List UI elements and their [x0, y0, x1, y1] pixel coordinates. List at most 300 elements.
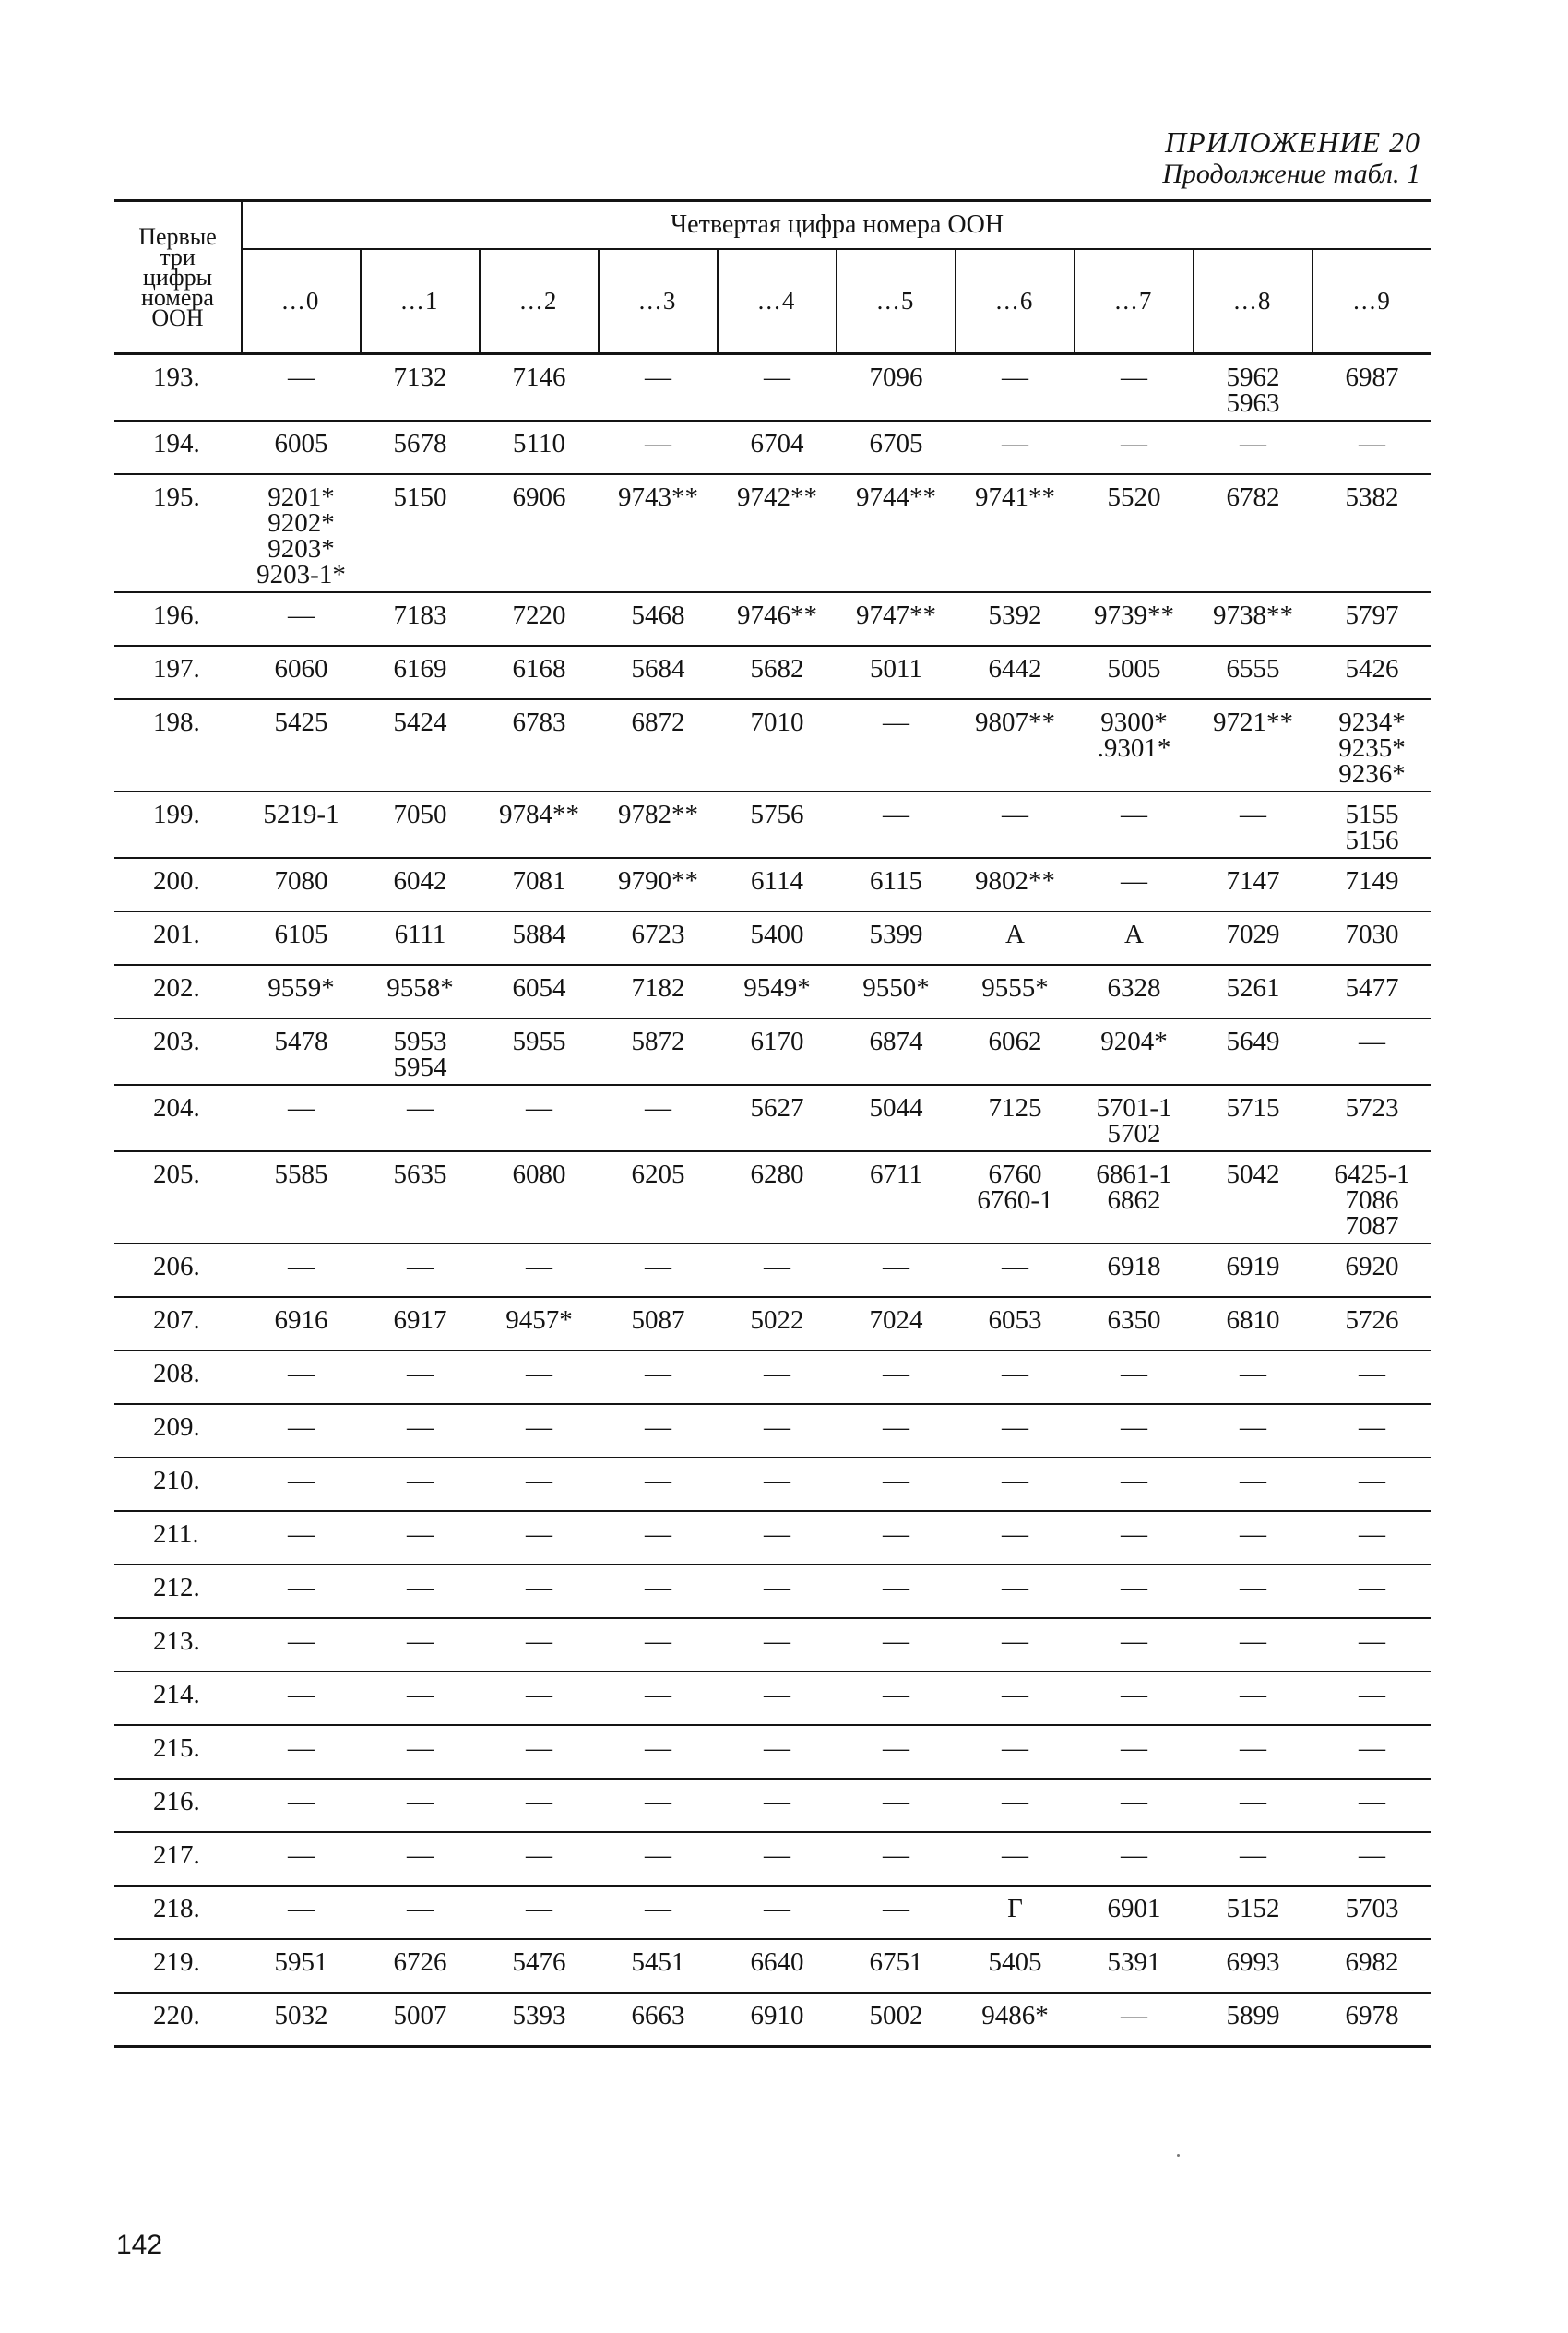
un-number-value: 7182	[631, 973, 685, 1003]
un-number-cell	[242, 474, 361, 592]
un-number-value: 5405	[988, 1947, 1042, 1977]
un-number-cell	[1194, 1297, 1313, 1351]
un-number-cell	[599, 1151, 718, 1244]
table-row	[114, 354, 1431, 422]
un-number-value: —	[883, 708, 909, 737]
un-number-cell	[361, 1618, 480, 1672]
un-number-value: —	[288, 1894, 315, 1923]
un-number-cell	[837, 1672, 956, 1725]
un-number-cell	[1194, 965, 1313, 1018]
un-number-value: —	[645, 1252, 671, 1281]
un-number-value: 6114	[751, 866, 803, 896]
un-number-value: 6111	[394, 920, 446, 949]
table-row	[114, 1779, 1431, 1832]
un-number-cell	[242, 1351, 361, 1404]
un-number-cell	[242, 1779, 361, 1832]
row-prefix-label: 199.	[114, 792, 242, 858]
un-number-value: —	[1002, 1840, 1028, 1870]
un-number-value: —	[288, 363, 315, 392]
un-number-cell	[480, 592, 599, 646]
un-number-cell	[1313, 646, 1431, 699]
un-number-cell	[956, 1244, 1075, 1297]
un-number-cell	[599, 1886, 718, 1939]
un-number-value: 6663	[631, 2001, 685, 2030]
un-number-value: 6760	[988, 1160, 1042, 1189]
un-number-value: 6760-1	[977, 1185, 1053, 1215]
un-number-value: —	[1121, 800, 1147, 829]
un-number-value: 9549*	[743, 973, 811, 1003]
un-number-cell	[1075, 1244, 1194, 1297]
digit-header-cell: ...4	[718, 249, 837, 353]
un-number-value: 5392	[988, 601, 1042, 630]
un-number-cell	[599, 1779, 718, 1832]
un-number-cell	[956, 792, 1075, 858]
un-number-cell	[718, 1886, 837, 1939]
un-number-value: —	[883, 1412, 909, 1442]
un-number-value: —	[1359, 1787, 1386, 1816]
scan-speck	[1177, 2154, 1180, 2157]
un-number-cell	[1313, 1404, 1431, 1458]
un-number-cell	[956, 1779, 1075, 1832]
un-number-value: 7147	[1226, 866, 1280, 896]
un-number-value: —	[764, 1626, 790, 1656]
un-number-cell	[718, 354, 837, 422]
digit-header-cell: ...0	[242, 249, 361, 353]
un-number-cell	[242, 1511, 361, 1565]
un-number-cell	[361, 1886, 480, 1939]
un-number-value: 9747**	[856, 601, 936, 630]
un-number-value: 9234*	[1338, 708, 1406, 737]
un-number-value: —	[1359, 1519, 1386, 1549]
row-prefix-label: 212.	[114, 1565, 242, 1618]
un-number-value: —	[1002, 1680, 1028, 1709]
un-number-value: —	[883, 1840, 909, 1870]
un-number-cell	[599, 858, 718, 911]
un-number-cell	[361, 858, 480, 911]
un-number-cell	[480, 354, 599, 422]
un-number-value: —	[1002, 1519, 1028, 1549]
un-number-cell	[361, 646, 480, 699]
un-number-table	[114, 199, 1431, 2048]
un-number-value: —	[526, 1466, 552, 1495]
page-header	[1162, 125, 1420, 190]
un-number-cell	[1194, 1404, 1313, 1458]
un-number-cell	[361, 1672, 480, 1725]
un-number-value: —	[1359, 1733, 1386, 1763]
un-number-cell	[1194, 699, 1313, 792]
first-digits-header-line: три	[160, 243, 196, 270]
un-number-cell	[1313, 699, 1431, 792]
row-prefix-label: 200.	[114, 858, 242, 911]
un-number-cell	[480, 1151, 599, 1244]
un-number-value: 5011	[870, 654, 922, 684]
un-number-cell	[837, 1832, 956, 1886]
un-number-value: —	[407, 1680, 434, 1709]
un-number-value: 5963	[1226, 388, 1280, 418]
un-number-cell	[718, 1779, 837, 1832]
table-row	[114, 1618, 1431, 1672]
table-row	[114, 792, 1431, 858]
un-number-cell	[1194, 1511, 1313, 1565]
un-number-value: —	[407, 1466, 434, 1495]
un-number-cell	[1194, 1085, 1313, 1151]
un-number-cell	[242, 1565, 361, 1618]
un-number-cell	[1075, 1565, 1194, 1618]
un-number-value: —	[526, 1519, 552, 1549]
un-number-cell	[837, 1993, 956, 2047]
un-number-value: —	[1359, 429, 1386, 458]
un-number-cell	[361, 421, 480, 474]
un-number-cell	[361, 1725, 480, 1779]
un-number-value: 9300*	[1100, 708, 1168, 737]
un-number-value: —	[883, 1787, 909, 1816]
table-row	[114, 1244, 1431, 1297]
un-number-cell	[718, 1404, 837, 1458]
un-number-cell	[480, 1085, 599, 1151]
un-number-value: 9738**	[1213, 601, 1293, 630]
un-number-value: 5715	[1226, 1093, 1280, 1123]
row-prefix-label: 214.	[114, 1672, 242, 1725]
un-number-value: —	[1240, 429, 1266, 458]
un-number-value: 6918	[1107, 1252, 1161, 1281]
un-number-cell	[718, 792, 837, 858]
digit-header-cell: ...2	[480, 249, 599, 353]
un-number-value: —	[645, 1519, 671, 1549]
un-number-cell	[242, 1993, 361, 2047]
un-number-cell	[1194, 1351, 1313, 1404]
un-number-cell	[837, 965, 956, 1018]
row-prefix-label: 196.	[114, 592, 242, 646]
un-number-cell	[361, 592, 480, 646]
un-number-value: 7149	[1345, 866, 1399, 896]
un-number-cell	[837, 1351, 956, 1404]
un-number-cell	[837, 1725, 956, 1779]
un-number-cell	[480, 1672, 599, 1725]
un-number-value: —	[883, 1680, 909, 1709]
un-number-cell	[242, 1404, 361, 1458]
un-number-cell	[361, 1297, 480, 1351]
un-number-value: 6910	[750, 2001, 804, 2030]
un-number-value: Г	[1007, 1894, 1023, 1923]
un-number-value: —	[1240, 1359, 1266, 1388]
un-number-value: —	[288, 1252, 315, 1281]
un-number-cell	[1075, 354, 1194, 422]
un-number-cell	[718, 1565, 837, 1618]
un-number-value: 6442	[988, 654, 1042, 684]
un-number-value: —	[288, 1466, 315, 1495]
un-number-value: —	[764, 1252, 790, 1281]
table-row	[114, 699, 1431, 792]
un-number-cell	[599, 1244, 718, 1297]
un-number-cell	[956, 1458, 1075, 1511]
un-number-value: —	[407, 1894, 434, 1923]
un-number-cell	[599, 1018, 718, 1085]
un-number-value: —	[1002, 363, 1028, 392]
un-number-cell	[837, 1565, 956, 1618]
un-number-cell	[361, 1565, 480, 1618]
un-number-cell	[837, 792, 956, 858]
un-number-value: —	[1002, 1412, 1028, 1442]
un-number-value: —	[1240, 1787, 1266, 1816]
un-number-cell	[480, 1351, 599, 1404]
un-number-value: —	[1121, 1519, 1147, 1549]
un-number-value: —	[1121, 2001, 1147, 2030]
un-number-value: 5678	[393, 429, 447, 458]
un-number-cell	[1194, 646, 1313, 699]
un-number-cell	[1313, 1297, 1431, 1351]
un-number-cell	[1194, 858, 1313, 911]
un-number-value: 5110	[513, 429, 565, 458]
un-number-value: 6872	[631, 708, 685, 737]
un-number-cell	[480, 1297, 599, 1351]
first-digits-header	[114, 201, 242, 354]
un-number-cell	[1075, 421, 1194, 474]
table-continuation-note: Продолжение табл. 1	[1162, 159, 1420, 189]
un-number-cell	[1313, 421, 1431, 474]
un-number-value: —	[1002, 1787, 1028, 1816]
un-number-cell	[1075, 1939, 1194, 1993]
row-prefix-label: 218.	[114, 1886, 242, 1939]
digit-header-cell: ...5	[837, 249, 956, 353]
un-number-value: —	[288, 1519, 315, 1549]
un-number-cell	[1075, 1511, 1194, 1565]
un-number-value: 6328	[1107, 973, 1161, 1003]
un-number-cell	[1313, 1939, 1431, 1993]
un-number-cell	[956, 1351, 1075, 1404]
un-number-cell	[480, 1511, 599, 1565]
table-body	[114, 354, 1431, 2047]
un-number-cell	[956, 1939, 1075, 1993]
row-prefix-label: 220.	[114, 1993, 242, 2047]
un-number-value: 5032	[274, 2001, 328, 2030]
un-number-cell	[242, 1244, 361, 1297]
row-prefix-label: 210.	[114, 1458, 242, 1511]
un-number-cell	[718, 1725, 837, 1779]
un-number-cell	[242, 646, 361, 699]
un-number-value: —	[1240, 1733, 1266, 1763]
un-number-cell	[599, 1085, 718, 1151]
un-number-value: 6005	[274, 429, 328, 458]
un-number-value: 5152	[1226, 1894, 1280, 1923]
un-number-value: 6062	[988, 1027, 1042, 1056]
un-number-value: 6874	[869, 1027, 923, 1056]
un-number-value: 6169	[393, 654, 447, 684]
un-number-cell	[361, 699, 480, 792]
un-number-value: —	[1002, 1573, 1028, 1602]
first-digits-header-line: Первые	[138, 222, 217, 250]
un-number-cell	[837, 1939, 956, 1993]
un-number-value: —	[1002, 1359, 1028, 1388]
un-number-cell	[1194, 1993, 1313, 2047]
un-number-cell	[242, 699, 361, 792]
un-number-cell	[956, 474, 1075, 592]
un-number-value: 5478	[274, 1027, 328, 1056]
un-number-value: —	[645, 1787, 671, 1816]
un-number-value: 9784**	[499, 800, 579, 829]
un-number-value: —	[407, 1840, 434, 1870]
un-number-cell	[1075, 792, 1194, 858]
un-number-cell	[1075, 592, 1194, 646]
un-number-value: 5219-1	[263, 800, 339, 829]
un-number-value: —	[764, 1787, 790, 1816]
un-number-value: —	[1359, 1466, 1386, 1495]
digit-header-cell: ...1	[361, 249, 480, 353]
un-number-value: —	[645, 363, 671, 392]
un-number-value: —	[764, 1840, 790, 1870]
un-number-value: 7087	[1345, 1211, 1399, 1241]
un-number-value: 5899	[1226, 2001, 1280, 2030]
un-number-value: 9202*	[267, 508, 335, 538]
un-number-value: —	[1359, 1573, 1386, 1602]
row-prefix-label: 211.	[114, 1511, 242, 1565]
table-row	[114, 1672, 1431, 1725]
un-number-cell	[837, 1404, 956, 1458]
un-number-cell	[361, 1779, 480, 1832]
un-number-value: —	[645, 1093, 671, 1123]
un-number-value: 5391	[1107, 1947, 1161, 1977]
un-number-value: 9782**	[618, 800, 698, 829]
un-number-value: 9802**	[975, 866, 1055, 896]
un-number-value: .9301*	[1097, 733, 1171, 763]
un-number-value: —	[1121, 1573, 1147, 1602]
un-number-cell	[242, 1939, 361, 1993]
un-number-value: —	[764, 1519, 790, 1549]
un-number-value: 7125	[988, 1093, 1042, 1123]
un-number-cell	[837, 646, 956, 699]
un-number-value: 5635	[393, 1160, 447, 1189]
un-number-value: —	[883, 1359, 909, 1388]
table-row	[114, 1725, 1431, 1779]
un-number-value: —	[288, 1093, 315, 1123]
un-number-value: 9550*	[862, 973, 930, 1003]
un-number-value: 9742**	[737, 482, 817, 512]
un-number-value: —	[407, 1626, 434, 1656]
un-number-value: 6042	[393, 866, 447, 896]
un-number-cell	[718, 1618, 837, 1672]
row-prefix-label: 201.	[114, 911, 242, 965]
un-number-value: 5723	[1345, 1093, 1399, 1123]
table-row	[114, 646, 1431, 699]
un-number-cell	[718, 858, 837, 911]
un-number-value: —	[288, 1412, 315, 1442]
un-number-cell	[480, 1886, 599, 1939]
un-number-value: 5468	[631, 601, 685, 630]
un-number-cell	[361, 1939, 480, 1993]
un-number-value: 9204*	[1100, 1027, 1168, 1056]
un-number-cell	[1313, 474, 1431, 592]
un-number-value: 9790**	[618, 866, 698, 896]
un-number-value: —	[288, 1787, 315, 1816]
un-number-value: —	[526, 1787, 552, 1816]
un-number-value: 9743**	[618, 482, 698, 512]
un-number-cell	[1194, 474, 1313, 592]
un-number-value: 5399	[869, 920, 923, 949]
un-number-cell	[837, 699, 956, 792]
un-number-value: —	[1121, 1466, 1147, 1495]
un-number-value: —	[526, 1093, 552, 1123]
un-number-cell	[837, 1886, 956, 1939]
un-number-cell	[480, 1779, 599, 1832]
un-number-cell	[956, 1886, 1075, 1939]
un-number-cell	[837, 1779, 956, 1832]
un-number-value: —	[645, 1573, 671, 1602]
un-number-value: —	[407, 1573, 434, 1602]
un-number-value: 9203*	[267, 534, 335, 564]
un-number-cell	[599, 1832, 718, 1886]
un-number-cell	[599, 911, 718, 965]
un-number-cell	[361, 1993, 480, 2047]
un-number-value: 9559*	[267, 973, 335, 1003]
un-number-value: —	[1240, 1680, 1266, 1709]
un-number-value: 6993	[1226, 1947, 1280, 1977]
un-number-value: 5451	[631, 1947, 685, 1977]
un-number-cell	[242, 965, 361, 1018]
un-number-value: 7220	[512, 601, 566, 630]
un-number-value: 6783	[512, 708, 566, 737]
un-number-cell	[1194, 1832, 1313, 1886]
un-number-value: 5702	[1107, 1119, 1161, 1149]
un-number-cell	[718, 474, 837, 592]
un-number-cell	[956, 1565, 1075, 1618]
row-prefix-label: 195.	[114, 474, 242, 592]
un-number-cell	[1194, 1151, 1313, 1244]
table-row	[114, 911, 1431, 965]
un-number-cell	[956, 1832, 1075, 1886]
un-number-cell	[956, 1018, 1075, 1085]
un-number-value: —	[1359, 1359, 1386, 1388]
row-prefix-label: 198.	[114, 699, 242, 792]
un-number-value: 6723	[631, 920, 685, 949]
un-number-cell	[599, 1404, 718, 1458]
un-number-value: —	[1240, 1519, 1266, 1549]
un-number-cell	[837, 421, 956, 474]
un-number-cell	[956, 1085, 1075, 1151]
un-number-cell	[837, 1618, 956, 1672]
un-number-cell	[1313, 1244, 1431, 1297]
un-number-value: 5726	[1345, 1305, 1399, 1335]
un-number-cell	[1075, 911, 1194, 965]
un-number-cell	[599, 1297, 718, 1351]
un-number-cell	[718, 1672, 837, 1725]
un-number-cell	[242, 792, 361, 858]
un-number-value: 9201*	[267, 482, 335, 512]
un-number-value: —	[1359, 1680, 1386, 1709]
un-number-value: —	[1359, 1840, 1386, 1870]
un-number-cell	[480, 1618, 599, 1672]
un-number-value: —	[883, 1519, 909, 1549]
un-number-cell	[718, 1151, 837, 1244]
un-number-value: —	[407, 1787, 434, 1816]
un-number-value: 6168	[512, 654, 566, 684]
un-number-cell	[1075, 858, 1194, 911]
un-number-value: 5382	[1345, 482, 1399, 512]
un-number-cell	[599, 792, 718, 858]
un-number-value: 5007	[393, 2001, 447, 2030]
digit-header-cell: ...6	[956, 249, 1075, 353]
fourth-digit-header: Четвертая цифра номера ООН	[242, 201, 1431, 250]
un-number-value: 5476	[512, 1947, 566, 1977]
un-number-cell	[1075, 1618, 1194, 1672]
un-number-value: 9741**	[975, 482, 1055, 512]
un-number-cell	[242, 1085, 361, 1151]
un-number-cell	[1313, 1018, 1431, 1085]
un-number-value: —	[1121, 1412, 1147, 1442]
un-number-cell	[1075, 1085, 1194, 1151]
table-row	[114, 1085, 1431, 1151]
table-row	[114, 1458, 1431, 1511]
un-number-value: 5426	[1345, 654, 1399, 684]
un-number-cell	[718, 1511, 837, 1565]
